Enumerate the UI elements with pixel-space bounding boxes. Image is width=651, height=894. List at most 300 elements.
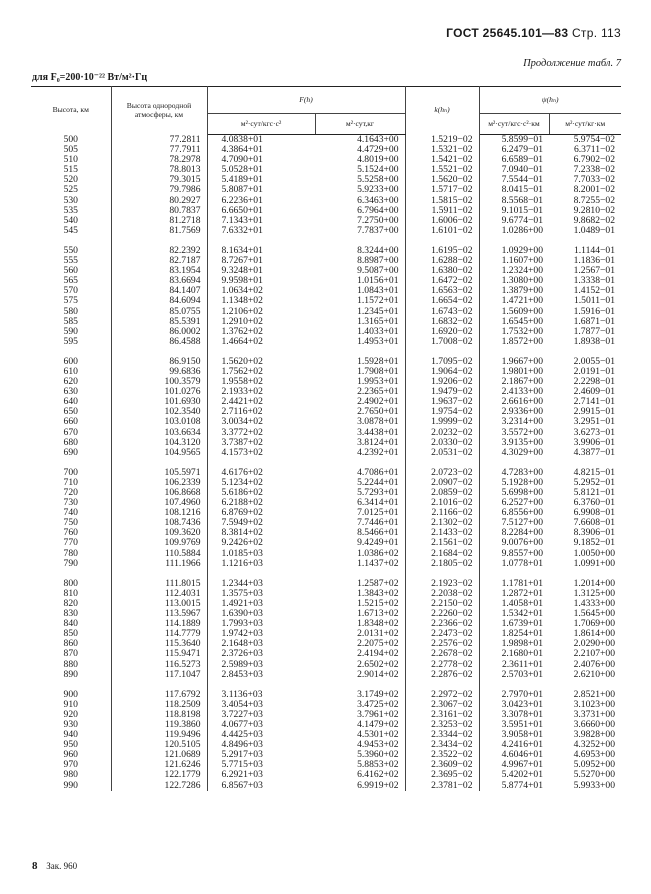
f-unit1-cell: 7.1343+01 (221, 214, 263, 226)
k-cell: 2.2576−02 (405, 639, 479, 649)
psi-unit1-cell: 2.1867+00 (501, 376, 543, 388)
psi-unit2-cell: 8.3906−01 (573, 527, 615, 539)
homogeneous-cell: 82.2392 (111, 246, 207, 256)
f-unit1-cell: 4.4425+03 (221, 729, 263, 741)
psi-unit1-cell: 1.3879+00 (501, 285, 543, 297)
psi-unit1-cell: 3.9135+00 (501, 436, 543, 448)
f-unit2-cell: 4.1479+02 (315, 720, 405, 730)
f-unit1-cell: 5.8087+01 (221, 184, 263, 196)
psi-unit1-cell: 1.5342+01 (501, 608, 543, 620)
altitude-cell: 680 (31, 438, 111, 448)
k-cell: 2.1805−02 (405, 559, 479, 569)
k-cell: 2.1684−02 (405, 549, 479, 559)
homogeneous-cell: 113.0015 (111, 599, 207, 609)
homogeneous-cell: 108.1216 (111, 508, 207, 518)
altitude-cell: 610 (31, 367, 111, 377)
table-row (31, 649, 621, 659)
k-cell: 2.1433−02 (405, 528, 479, 538)
f-unit1-cell: 1.0634+02 (221, 285, 263, 297)
f-unit2-cell: 2.9014+02 (315, 670, 405, 680)
homogeneous-cell: 122.7286 (111, 781, 207, 791)
altitude-cell: 570 (31, 286, 111, 296)
psi-unit2-cell: 1.3125+00 (573, 587, 615, 599)
k-cell: 2.0330−02 (405, 438, 479, 448)
altitude-cell: 530 (31, 196, 111, 206)
f-unit2-cell: 1.7908+01 (315, 367, 405, 377)
f-unit1-cell: 1.2344+03 (221, 577, 263, 589)
psi-unit1-cell: 3.5951+01 (501, 718, 543, 730)
f-unit2-cell: 1.8348+02 (315, 619, 405, 629)
psi-unit1-cell: 1.6545+00 (501, 315, 543, 327)
f-unit1-cell: 1.3762+02 (221, 325, 263, 337)
col-header-f-unit1: м²·сут/кгс·с² (207, 114, 315, 135)
f-unit2-cell: 4.2392+01 (315, 448, 405, 458)
k-cell: 1.6101−02 (405, 226, 479, 236)
psi-unit1-cell: 3.9058+01 (501, 729, 543, 741)
continuation-note: Продолжение табл. 7 (523, 58, 621, 69)
f-unit2-cell: 7.2750+00 (315, 216, 405, 226)
k-cell: 1.6920−02 (405, 327, 479, 337)
f-unit1-cell: 4.0838+01 (221, 134, 263, 145)
col-header-k (405, 87, 479, 135)
altitude-cell: 620 (31, 377, 111, 387)
psi-unit2-cell: 4.3252+00 (573, 739, 615, 751)
f-unit2-cell: 1.5928+01 (315, 357, 405, 367)
psi-unit1-cell: 1.2872+01 (501, 587, 543, 599)
f-unit2-cell: 8.3244+00 (315, 246, 405, 256)
homogeneous-cell: 120.5105 (111, 740, 207, 750)
psi-unit1-cell: 1.8254+01 (501, 628, 543, 640)
f-unit2-cell: 1.0843+01 (315, 286, 405, 296)
k-cell: 2.1923−02 (405, 579, 479, 589)
psi-unit1-cell: 4.9967+01 (501, 759, 543, 771)
homogeneous-cell: 84.1407 (111, 286, 207, 296)
psi-unit1-cell: 2.9336+00 (501, 406, 543, 418)
homogeneous-cell: 79.3015 (111, 175, 207, 185)
altitude-cell: 720 (31, 488, 111, 498)
k-cell: 2.2778−02 (405, 660, 479, 670)
f-unit2-cell: 4.1643+00 (315, 135, 405, 146)
altitude-cell: 860 (31, 639, 111, 649)
f-unit2-cell: 3.8124+01 (315, 438, 405, 448)
f-unit2-cell: 4.8019+00 (315, 155, 405, 165)
f-unit1-cell: 5.6186+02 (221, 487, 263, 498)
f-unit1-cell: 2.8453+03 (221, 668, 263, 680)
altitude-cell: 515 (31, 165, 111, 175)
altitude-cell: 500 (31, 135, 111, 146)
k-cell: 1.5620−02 (405, 175, 479, 185)
f-unit1-cell: 3.3772+02 (221, 426, 263, 438)
f-unit1-cell: 9.9598+01 (221, 275, 263, 287)
psi-unit2-cell: 3.3731+00 (573, 708, 615, 720)
f-unit1-cell: 5.1234+02 (221, 476, 263, 488)
f-unit2-cell: 1.0156+01 (315, 276, 405, 286)
f-unit1-cell: 2.4421+02 (221, 396, 263, 408)
altitude-cell: 890 (31, 670, 111, 680)
k-cell: 1.9479−02 (405, 387, 479, 397)
f-unit1-cell: 4.1573+02 (221, 446, 263, 458)
f-unit2-cell: 2.4194+02 (315, 649, 405, 659)
f-unit2-cell: 5.5258+00 (315, 175, 405, 185)
f-group-label: F(h) (299, 94, 313, 104)
altitude-cell: 810 (31, 589, 111, 599)
altitude-cell: 510 (31, 155, 111, 165)
k-cell: 2.2366−02 (405, 619, 479, 629)
homogeneous-cell: 118.8198 (111, 710, 207, 720)
altitude-cell: 690 (31, 448, 111, 458)
psi-unit1-cell: 6.8556+00 (501, 507, 543, 519)
f-unit2-cell: 7.0125+01 (315, 508, 405, 518)
f-unit1-cell: 3.0034+02 (221, 416, 263, 428)
altitude-cell: 780 (31, 549, 111, 559)
psi-unit1-cell: 1.1607+00 (501, 255, 543, 267)
psi-unit1-cell: 8.0415−01 (501, 184, 543, 196)
psi-unit1-cell: 1.1781+01 (501, 577, 543, 589)
psi-unit2-cell: 1.0050+00 (573, 547, 615, 559)
psi-unit2-cell: 3.6660+00 (573, 718, 615, 730)
homogeneous-cell: 114.7779 (111, 629, 207, 639)
k-cell: 1.5717−02 (405, 185, 479, 195)
psi-unit2-cell: 3.9828+00 (573, 729, 615, 741)
psi-unit2-cell: 4.6953+00 (573, 749, 615, 761)
k-cell: 1.7008−02 (405, 337, 479, 347)
k-cell: 1.9999−02 (405, 417, 479, 427)
k-cell: 2.2678−02 (405, 649, 479, 659)
f-unit2-cell: 5.1524+00 (315, 165, 405, 175)
altitude-cell: 550 (31, 246, 111, 256)
psi-unit2-cell: 4.8215−01 (573, 466, 615, 478)
altitude-cell: 750 (31, 518, 111, 528)
psi-unit1-cell: 1.6739+01 (501, 618, 543, 630)
homogeneous-cell: 86.4588 (111, 337, 207, 347)
homogeneous-cell: 108.7436 (111, 518, 207, 528)
psi-unit1-cell: 4.6046+01 (501, 749, 543, 761)
psi-unit2-cell: 6.3711−02 (573, 144, 615, 156)
f-unit2-cell: 1.1572+01 (315, 296, 405, 306)
psi-unit2-cell: 1.8614+00 (573, 628, 615, 640)
k-cell: 2.1302−02 (405, 518, 479, 528)
psi-unit2-cell: 6.7902−02 (573, 154, 615, 166)
psi-unit1-cell: 8.5568−01 (501, 194, 543, 206)
altitude-cell: 760 (31, 528, 111, 538)
homogeneous-cell: 119.9496 (111, 730, 207, 740)
f-unit2-cell: 3.1749+02 (315, 690, 405, 700)
homogeneous-cell: 119.3860 (111, 720, 207, 730)
f-unit1-cell: 1.3575+03 (221, 587, 263, 599)
f-unit1-cell: 1.4921+03 (221, 597, 263, 609)
k-cell: 1.9064−02 (405, 367, 479, 377)
f-unit2-cell: 1.5215+02 (315, 599, 405, 609)
k-cell: 1.7095−02 (405, 357, 479, 367)
psi-unit2-cell: 9.2810−02 (573, 204, 615, 216)
f-unit1-cell: 3.4054+03 (221, 698, 263, 710)
psi-unit1-cell: 2.5703+01 (501, 668, 543, 680)
col-header-altitude: Высота, км (31, 87, 111, 135)
f-unit1-cell: 1.2106+02 (221, 305, 263, 317)
k-cell: 2.2260−02 (405, 609, 479, 619)
f-unit1-cell: 9.2426+02 (221, 537, 263, 549)
f-unit1-cell: 3.7227+03 (221, 708, 263, 720)
altitude-cell: 600 (31, 357, 111, 367)
page-footer (32, 860, 77, 872)
psi-unit2-cell: 5.2952−01 (573, 476, 615, 488)
psi-unit1-cell: 6.6589−01 (501, 154, 543, 166)
f-unit1-cell: 7.6332+01 (221, 224, 263, 236)
psi-unit1-cell: 4.7283+00 (501, 466, 543, 478)
psi-unit1-cell: 1.2324+00 (501, 265, 543, 277)
psi-unit2-cell: 9.1852−01 (573, 537, 615, 549)
col-header-homogeneous: Высота однородной атмосферы, км (111, 87, 207, 135)
homogeneous-cell: 104.3120 (111, 438, 207, 448)
psi-unit1-cell: 1.9801+00 (501, 365, 543, 377)
altitude-cell: 585 (31, 317, 111, 327)
homogeneous-cell: 79.7986 (111, 185, 207, 195)
f-unit2-cell: 6.3414+01 (315, 498, 405, 508)
psi-unit2-cell: 5.9754−02 (573, 134, 615, 145)
f-unit2-cell: 6.7964+00 (315, 206, 405, 216)
psi-unit2-cell: 1.6871−01 (573, 315, 615, 327)
psi-unit2-cell: 2.8521+00 (573, 688, 615, 700)
f-unit1-cell: 4.8496+03 (221, 739, 263, 751)
psi-unit2-cell: 3.1023+00 (573, 698, 615, 710)
k-cell: 1.5521−02 (405, 165, 479, 175)
f-unit2-cell: 1.9953+01 (315, 377, 405, 387)
psi-unit2-cell: 1.2014+00 (573, 577, 615, 589)
k-cell: 1.6006−02 (405, 216, 479, 226)
k-cell: 2.3609−02 (405, 760, 479, 770)
f-unit1-cell: 1.9558+02 (221, 376, 263, 388)
k-cell: 1.6380−02 (405, 266, 479, 276)
table-row (31, 670, 621, 680)
psi-unit1-cell: 1.0286+00 (501, 224, 543, 236)
altitude-cell: 850 (31, 629, 111, 639)
altitude-cell: 960 (31, 750, 111, 760)
altitude-cell: 670 (31, 428, 111, 438)
psi-unit2-cell: 2.4076+00 (573, 658, 615, 670)
k-cell: 2.0531−02 (405, 448, 479, 458)
f-unit1-cell: 2.1648+03 (221, 638, 263, 650)
f-unit2-cell: 1.2345+01 (315, 307, 405, 317)
col-header-psi-group (479, 87, 621, 114)
f-unit2-cell: 1.4953+01 (315, 337, 405, 347)
k-cell: 1.6288−02 (405, 256, 479, 266)
psi-unit2-cell: 2.2107+00 (573, 648, 615, 660)
f-unit1-cell: 8.7267+01 (221, 255, 263, 267)
altitude-cell: 930 (31, 720, 111, 730)
homogeneous-cell: 106.2339 (111, 478, 207, 488)
psi-unit2-cell: 1.1836−01 (573, 255, 615, 267)
k-cell: 2.1166−02 (405, 508, 479, 518)
altitude-cell: 595 (31, 337, 111, 347)
altitude-cell: 950 (31, 740, 111, 750)
homogeneous-cell: 109.9769 (111, 538, 207, 548)
k-cell: 2.0859−02 (405, 488, 479, 498)
k-cell: 1.6654−02 (405, 296, 479, 306)
k-cell: 2.3695−02 (405, 770, 479, 780)
k-cell: 1.6195−02 (405, 246, 479, 256)
altitude-cell: 555 (31, 256, 111, 266)
homogeneous-cell: 83.1954 (111, 266, 207, 276)
f-unit1-cell: 6.2188+02 (221, 497, 263, 509)
homogeneous-cell: 105.5971 (111, 468, 207, 478)
k-cell: 2.2038−02 (405, 589, 479, 599)
f-unit2-cell: 4.7086+01 (315, 468, 405, 478)
psi-unit2-cell: 7.7033−02 (573, 174, 615, 186)
f-unit1-cell: 6.8769+02 (221, 507, 263, 519)
altitude-cell: 650 (31, 407, 111, 417)
f-unit2-cell: 6.4162+02 (315, 770, 405, 780)
k-cell: 1.6832−02 (405, 317, 479, 327)
f-unit2-cell: 3.7961+02 (315, 710, 405, 720)
homogeneous-cell: 114.1889 (111, 619, 207, 629)
k-cell: 2.2473−02 (405, 629, 479, 639)
altitude-cell: 790 (31, 559, 111, 569)
homogeneous-cell: 115.9471 (111, 649, 207, 659)
table-row (31, 337, 621, 347)
table-body (31, 135, 621, 791)
homogeneous-cell: 111.1966 (111, 559, 207, 569)
f-unit2-cell: 2.2075+02 (315, 639, 405, 649)
homogeneous-cell: 77.7911 (111, 145, 207, 155)
altitude-cell: 910 (31, 700, 111, 710)
altitude-cell: 840 (31, 619, 111, 629)
homogeneous-cell: 84.6094 (111, 296, 207, 306)
homogeneous-cell: 77.2811 (111, 135, 207, 146)
psi-unit1-cell: 9.6774−01 (501, 214, 543, 226)
f-unit1-cell: 6.2236+01 (221, 194, 263, 206)
psi-unit2-cell: 5.5270+00 (573, 769, 615, 781)
k-cell: 1.5321−02 (405, 145, 479, 155)
k-cell: 1.9637−02 (405, 397, 479, 407)
psi-unit2-cell: 5.8121−01 (573, 487, 615, 498)
f-unit1-cell: 4.6176+02 (221, 466, 263, 478)
homogeneous-cell: 112.4031 (111, 589, 207, 599)
homogeneous-cell: 111.8015 (111, 579, 207, 589)
k-cell: 1.6563−02 (405, 286, 479, 296)
altitude-cell: 545 (31, 226, 111, 236)
psi-unit2-cell: 2.9915−01 (573, 406, 615, 418)
col-header-psi-unit1: м²·сут/кгс·с²·км (479, 114, 549, 135)
psi-unit2-cell: 7.2338−02 (573, 164, 615, 176)
psi-unit1-cell: 1.8572+00 (501, 335, 543, 347)
f-unit2-cell: 5.3960+02 (315, 750, 405, 760)
psi-unit2-cell: 2.4609−01 (573, 386, 615, 398)
homogeneous-cell: 81.7569 (111, 226, 207, 236)
page-label: Стр. 113 (571, 26, 621, 40)
f-unit2-cell: 2.4902+01 (315, 397, 405, 407)
table-condition: для F₀=200·10⁻²² Вт/м²·Гц (32, 72, 148, 83)
psi-unit1-cell: 7.5127+00 (501, 517, 543, 529)
f-unit2-cell: 8.5466+01 (315, 528, 405, 538)
homogeneous-cell: 80.7837 (111, 206, 207, 216)
table-row (31, 781, 621, 791)
psi-unit2-cell: 1.8938−01 (573, 335, 615, 347)
psi-unit2-cell: 3.6273−01 (573, 426, 615, 438)
psi-unit2-cell: 6.3760−01 (573, 497, 615, 509)
f-unit2-cell: 5.2244+01 (315, 478, 405, 488)
psi-unit1-cell: 1.9667+00 (501, 355, 543, 367)
f-unit2-cell: 3.4725+02 (315, 700, 405, 710)
k-cell: 2.3522−02 (405, 750, 479, 760)
psi-unit1-cell: 1.5609+00 (501, 305, 543, 317)
psi-unit2-cell: 3.2951−01 (573, 416, 615, 428)
homogeneous-cell: 83.6694 (111, 276, 207, 286)
altitude-cell: 565 (31, 276, 111, 286)
homogeneous-cell: 103.0108 (111, 417, 207, 427)
f-unit1-cell: 9.3248+01 (221, 265, 263, 277)
f-unit1-cell: 4.0677+03 (221, 718, 263, 730)
psi-unit1-cell: 7.5544−01 (501, 174, 543, 186)
f-unit2-cell: 3.4438+01 (315, 428, 405, 438)
psi-unit2-cell: 8.7255−02 (573, 194, 615, 206)
homogeneous-cell: 109.3620 (111, 528, 207, 538)
f-unit2-cell: 1.4033+01 (315, 327, 405, 337)
psi-unit2-cell: 8.2001−02 (573, 184, 615, 196)
altitude-cell: 830 (31, 609, 111, 619)
f-unit2-cell: 2.2365+01 (315, 387, 405, 397)
psi-unit1-cell: 2.1680+01 (501, 648, 543, 660)
psi-unit2-cell: 1.0489−01 (573, 224, 615, 236)
k-cell: 1.9206−02 (405, 377, 479, 387)
psi-unit1-cell: 1.0778+01 (501, 557, 543, 569)
altitude-cell: 990 (31, 781, 111, 791)
altitude-cell: 870 (31, 649, 111, 659)
homogeneous-cell: 117.1047 (111, 670, 207, 680)
k-cell: 1.9754−02 (405, 407, 479, 417)
table-row (31, 559, 621, 569)
psi-unit2-cell: 1.5916−01 (573, 305, 615, 317)
homogeneous-cell: 110.5884 (111, 549, 207, 559)
homogeneous-cell: 86.9150 (111, 357, 207, 367)
f-unit1-cell: 8.1634+01 (221, 244, 263, 256)
psi-unit1-cell: 9.1015−01 (501, 204, 543, 216)
altitude-cell: 770 (31, 538, 111, 548)
homogeneous-cell: 80.2927 (111, 196, 207, 206)
psi-unit1-cell: 3.2314+00 (501, 416, 543, 428)
f-unit1-cell: 1.7993+03 (221, 618, 263, 630)
f-unit1-cell: 2.7116+02 (221, 406, 263, 418)
k-cell: 2.3161−02 (405, 710, 479, 720)
psi-unit1-cell: 5.8599−01 (501, 134, 543, 145)
homogeneous-cell: 113.5967 (111, 609, 207, 619)
psi-unit2-cell: 1.7069+00 (573, 618, 615, 630)
f-unit1-cell: 5.4189+01 (221, 174, 263, 186)
f-unit2-cell: 6.3463+00 (315, 196, 405, 206)
psi-unit1-cell: 9.8557+00 (501, 547, 543, 559)
f-unit1-cell: 3.1136+03 (221, 688, 263, 700)
altitude-cell: 575 (31, 296, 111, 306)
homogeneous-cell: 117.6792 (111, 690, 207, 700)
f-unit2-cell: 9.4249+01 (315, 538, 405, 548)
altitude-cell: 630 (31, 387, 111, 397)
homogeneous-cell: 81.2718 (111, 216, 207, 226)
psi-unit1-cell: 8.2284+00 (501, 527, 543, 539)
k-cell: 2.3781−02 (405, 781, 479, 791)
psi-unit2-cell: 6.9908−01 (573, 507, 615, 519)
psi-unit1-cell: 4.2416+01 (501, 739, 543, 751)
altitude-cell: 700 (31, 468, 111, 478)
altitude-cell: 970 (31, 760, 111, 770)
psi-unit1-cell: 1.0929+00 (501, 244, 543, 256)
f-unit1-cell: 2.3726+03 (221, 648, 263, 660)
k-cell: 1.5421−02 (405, 155, 479, 165)
psi-unit1-cell: 6.2527+00 (501, 497, 543, 509)
f-unit2-cell: 9.5087+00 (315, 266, 405, 276)
f-unit1-cell: 1.4664+02 (221, 335, 263, 347)
k-cell: 2.2150−02 (405, 599, 479, 609)
k-cell: 1.6472−02 (405, 276, 479, 286)
f-unit2-cell: 5.8853+02 (315, 760, 405, 770)
